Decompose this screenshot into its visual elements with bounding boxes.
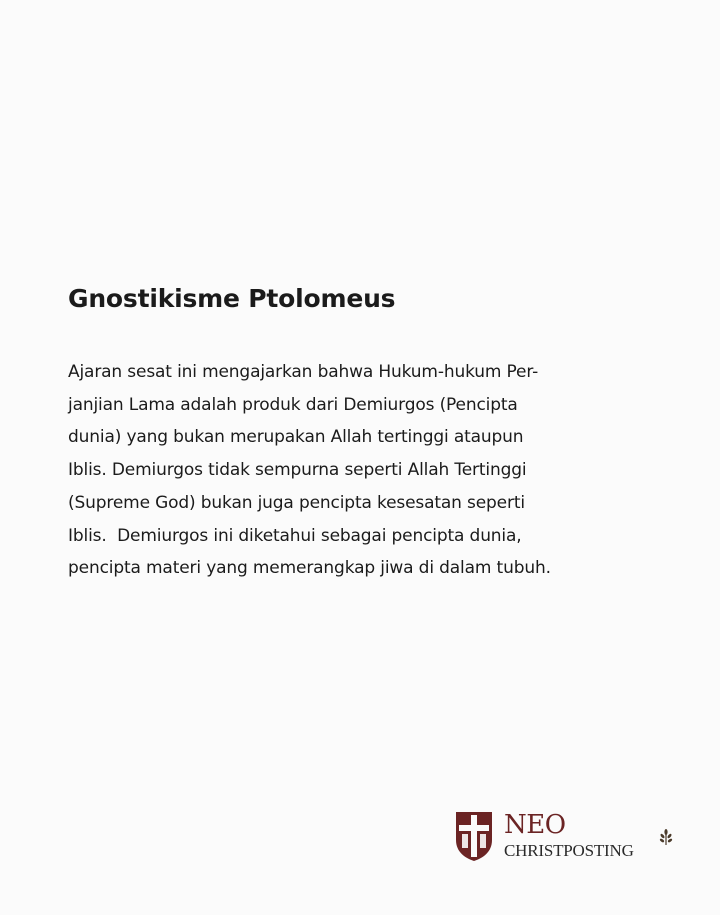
page-title: Gnostikisme Ptolomeus (68, 284, 396, 313)
paragraph-line: (Supreme God) bukan juga pencipta kesesatan seperti (68, 492, 525, 513)
paragraph-line: pencipta materi yang memerangkap jiwa di dalam tubuh. (68, 558, 551, 579)
paragraph-line: Iblis. Demiurgos tidak sempurna seperti Allah Tertinggi (68, 460, 527, 481)
paragraph-line: Ajaran sesat ini mengajarkan bahwa Hukum-hukum Per- (68, 362, 539, 382)
cross-shield-icon (454, 810, 494, 862)
sprig-icon (657, 828, 675, 846)
paragraph-line: janjian Lama adalah produk dari Demiurgos (Pencipta (68, 394, 518, 415)
brand-logo (454, 808, 680, 868)
logo-word-christposting: CHRISTPOSTING (504, 841, 634, 860)
paragraph-line: dunia) yang bukan merupakan Allah tertinggi ataupun (68, 427, 524, 448)
body-paragraph (68, 356, 668, 585)
logo-word-neo: NEO (504, 810, 566, 840)
paragraph-line: Iblis. Demiurgos ini diketahui sebagai pencipta dunia, (68, 525, 522, 546)
